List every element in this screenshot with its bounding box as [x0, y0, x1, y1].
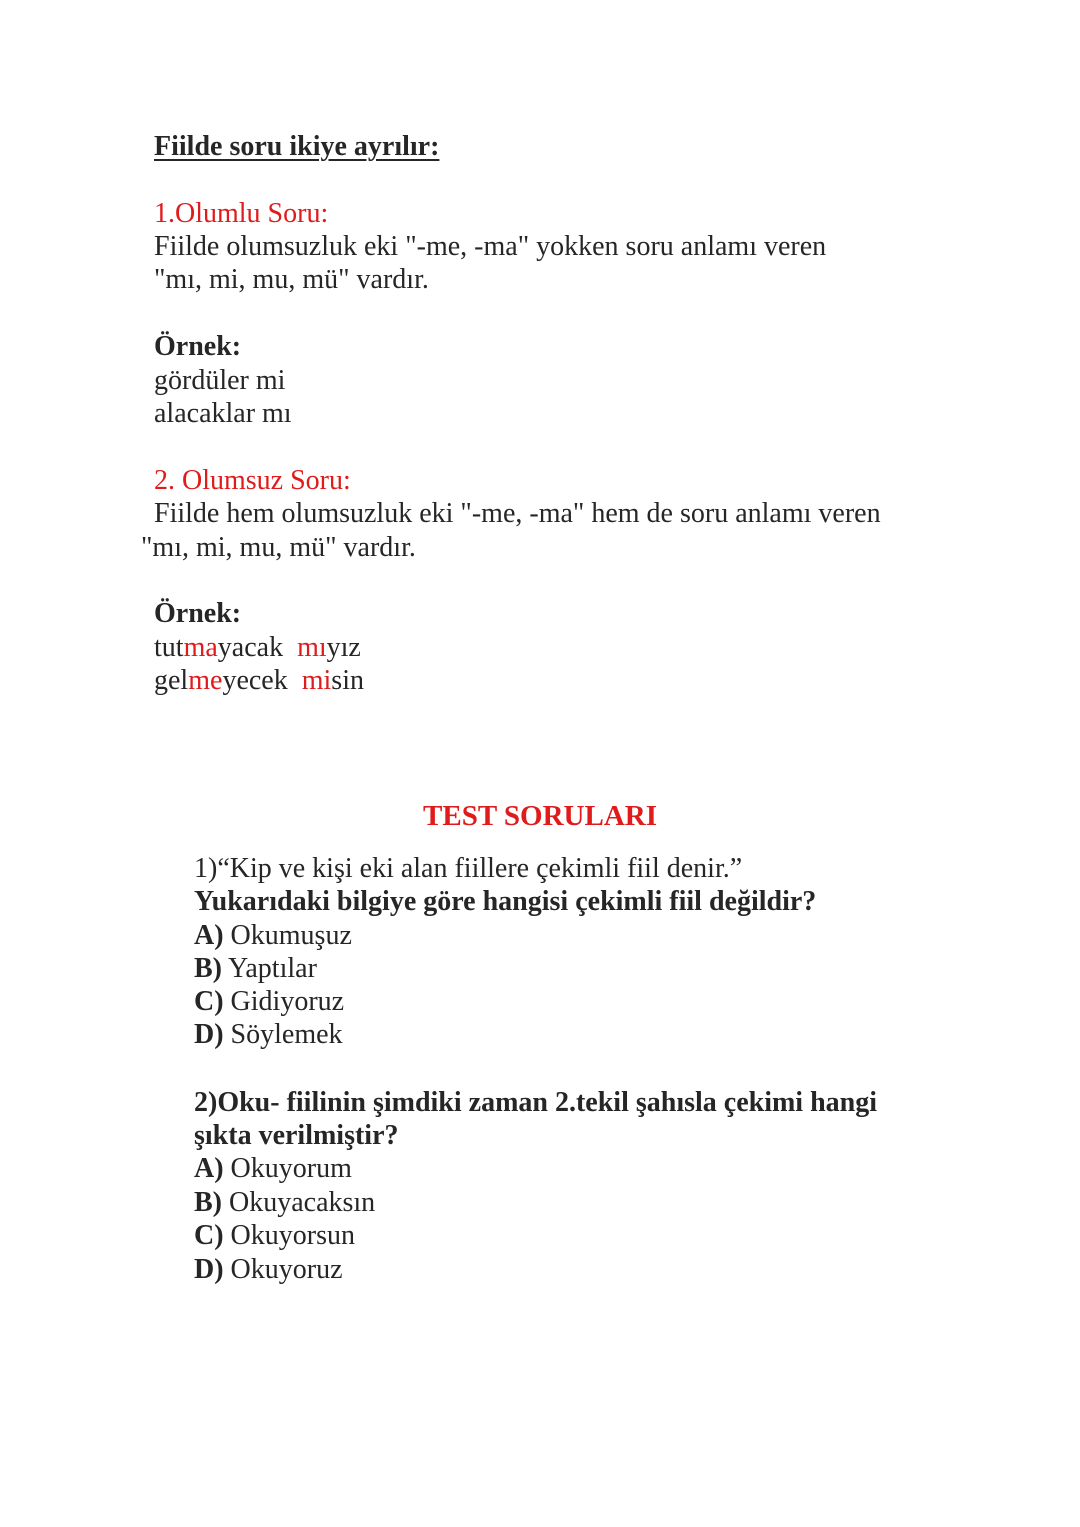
test-title: TEST SORULARI	[423, 800, 657, 832]
example-suffix: yacak	[217, 632, 298, 663]
question-particle: mi	[301, 665, 332, 696]
question-2-option-d[interactable]	[194, 1253, 343, 1286]
negative-example-label: Örnek:	[154, 598, 242, 629]
negative-question-text-2: "mı, mi, mu, mü" vardır.	[141, 532, 416, 563]
negative-question-text-1: Fiilde hem olumsuzluk eki "-me, -ma" hem de soru anlamı veren	[154, 498, 881, 529]
question-2-option-a[interactable]	[194, 1152, 352, 1185]
question-1-option-c[interactable]	[194, 985, 344, 1018]
option-text: Okuyorum	[223, 1153, 352, 1184]
question-1-option-b[interactable]	[194, 952, 317, 985]
question-1-option-a[interactable]	[194, 919, 352, 952]
option-text: Okuyacaksın	[222, 1187, 376, 1218]
question-2-option-c[interactable]	[194, 1219, 355, 1252]
positive-example-1: gördüler mi	[154, 365, 286, 396]
negation-suffix: me	[188, 665, 223, 696]
question-2-option-b[interactable]	[194, 1186, 375, 1219]
question-1-text: Yukarıdaki bilgiye göre hangisi çekimli fiil değildir?	[194, 886, 817, 917]
option-letter: A)	[194, 1153, 224, 1184]
example-stem: gel	[154, 665, 189, 696]
positive-example-label: Örnek:	[154, 331, 242, 362]
negative-example-2	[154, 664, 364, 697]
positive-example-2: alacaklar mı	[154, 398, 292, 429]
positive-question-text-2: "mı, mi, mu, mü" vardır.	[154, 264, 429, 295]
question-2-text-1: 2)Oku- fiilinin şimdiki zaman 2.tekil şahısla çekimi hangi	[194, 1087, 878, 1118]
option-letter: B)	[194, 953, 222, 984]
positive-question-title: 1.Olumlu Soru:	[154, 198, 329, 229]
section-heading: Fiilde soru ikiye ayrılır:	[154, 131, 440, 162]
option-text: Söylemek	[223, 1019, 343, 1050]
negative-example-1	[154, 631, 361, 664]
option-text: Okumuşuz	[223, 920, 352, 951]
option-letter: C)	[194, 1220, 224, 1251]
example-suffix: yecek	[222, 665, 302, 696]
option-text: Yaptılar	[222, 953, 317, 984]
question-2-text-2: şıkta verilmiştir?	[194, 1120, 399, 1151]
example-stem: tut	[154, 632, 184, 663]
question-particle: mı	[297, 632, 327, 663]
positive-question-text-1: Fiilde olumsuzluk eki "-me, -ma" yokken soru anlamı veren	[154, 231, 827, 262]
negative-question-title: 2. Olumsuz Soru:	[154, 465, 351, 496]
option-letter: C)	[194, 986, 224, 1017]
option-letter: A)	[194, 920, 224, 951]
person-suffix: sin	[331, 665, 364, 696]
option-text: Okuyoruz	[223, 1254, 343, 1285]
option-text: Okuyorsun	[223, 1220, 355, 1251]
question-1-intro: 1)“Kip ve kişi eki alan fiillere çekimli fiil denir.”	[194, 853, 743, 884]
option-letter: B)	[194, 1187, 222, 1218]
question-1-option-d[interactable]	[194, 1018, 343, 1051]
negation-suffix: ma	[183, 632, 218, 663]
option-letter: D)	[194, 1254, 224, 1285]
option-letter: D)	[194, 1019, 224, 1050]
option-text: Gidiyoruz	[223, 986, 345, 1017]
person-suffix: yız	[326, 632, 361, 663]
